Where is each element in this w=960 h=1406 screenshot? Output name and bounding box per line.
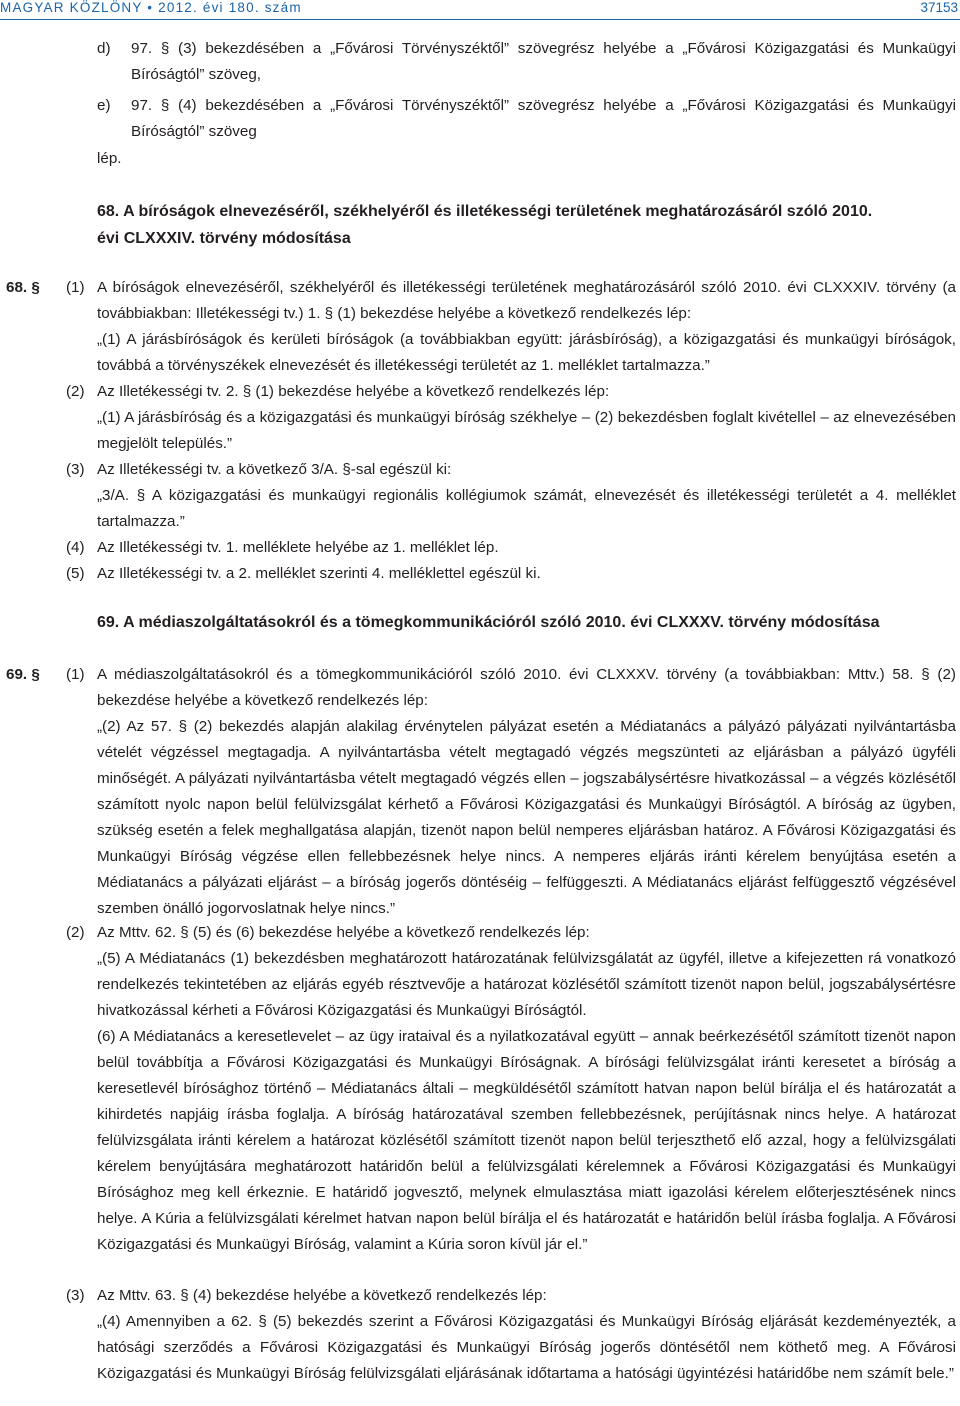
- journal-title: MAGYAR KÖZLÖNY • 2012. évi 180. szám: [0, 0, 302, 15]
- section-label-69: 69. §: [6, 666, 40, 683]
- header-rule: [0, 19, 960, 20]
- quoted-text: „(5) A Médiatanács (1) bekezdésben meghatározott határozatának felülvizsgálatát az ügyfél, illetve a kifejezetten rá vonatkozó rendelkezés tekintetében az eljárás egyéb résztvevője a határozat közlésétől számított tizenöt napon belül, jogszabálysértésre hivatkozással kérheti a Fővárosi Közigazgatási és Munkaügyi Bíróságtól.: [97, 950, 956, 1019]
- quoted-text: „(1) A járásbíróságok és kerületi bíróságok (a továbbiakban együtt: járásbíróság), a közigazgatási és munkaügyi bíróságok, továbbá a törvényszékek elnevezését és illetékességi területét az 1. melléklet tartalmazza.”: [97, 331, 956, 374]
- para-text: Az Mttv. 63. § (4) bekezdése helyébe a következő rendelkezés lép:: [97, 1287, 547, 1304]
- para-text: Az Illetékességi tv. 1. melléklete helyébe az 1. melléklet lép.: [97, 539, 499, 556]
- para-label: (1): [66, 666, 85, 683]
- para-text: A bíróságok elnevezéséről, székhelyéről és illetékességi területének meghatározásáról szóló 2010. évi CLXXXIV. törvény (a továbbiakban: Illetékességi tv.) 1. § (1) bekezdése helyébe a következő rendelkezés lép:: [97, 279, 956, 322]
- para-text: Az Illetékességi tv. 2. § (1) bekezdése helyébe a következő rendelkezés lép:: [97, 383, 610, 400]
- quoted-text: „(1) A járásbíróság és a közigazgatási és munkaügyi bíróság székhelye – (2) bekezdésben foglalt kivétellel – az elnevezésében megjelölt település.”: [97, 409, 956, 452]
- quoted-text: „(2) Az 57. § (2) bekezdés alapján alakilag érvénytelen pályázat esetén a Médiatanács a pályázó pályázati nyilvántartásba vételét végzéssel megtagadja. A nyilvántartásba vételt megtagadó végzés megszünteti az eljárásban a pályázó ügyféli minőségét. A pályázati nyilvántartásba vételt megtagadó végzés ellen – jogszabálysértésre hivatkozással – a végzés közlésétől számított nyolc napon belül felülvizsgálat kérhető a Fővárosi Közigazgatási és Munkaügyi Bíróságtól. A bíróság az ügyben, szükség esetén a felek meghallgatása alapján, tizenöt napon belül nemperes eljárásban határoz. A Fővárosi Közigazgatási és Munkaügyi Bíróság végzése ellen fellebbezésnek helye nincs. A nemperes eljárás iránti kérelem benyújtása esetén a Médiatanács a pályázati eljárást – a bíróság jogerős döntéséig – felfüggeszti. A Médiatanács eljárást felfüggesztő végzésével szemben önálló jogorvoslatnak helye nincs.”: [97, 718, 956, 917]
- para-label: (5): [66, 565, 85, 582]
- quoted-text: (6) A Médiatanács a keresetlevelet – az ügy irataival és a nyilatkozatával együtt – annak beérkezésétől számított tizenöt napon belül továbbítja a Fővárosi Közigazgatási és Munkaügyi Bíróságnak. A bírósági felülvizsgálat iránti keresetet a bíróság a keresetlevél bírósághoz történő – Médiatanács általi – megküldésétől számított hatvan napon belül bírálja el és határozatát a kihirdetés napjáig írásba foglalja. A bíróság határozatával szemben fellebbezésnek, perújításnak nincs helye. A határozat felülvizsgálata iránti kérelem a határozat közlésétől számított tizenöt napon belül terjeszthető elő azzal, hogy a felülvizsgálati kérelem benyújtására meghatározott határidőn belül a felülvizsgálati kérelemnek a Fővárosi Közigazgatási és Munkaügyi Bírósághoz meg kell érkeznie. E határidő jogvesztő, melynek elmulasztása miatt igazolási kérelem előterjesztésének nincs helye. A Kúria a felülvizsgálati kérelmet hatvan napon belül bírálja el és határozatát e határidőn belül írásba foglalja. A Fővárosi Közigazgatási és Munkaügyi Bíróság, valamint a Kúria soron kívül jár el.”: [97, 1028, 956, 1253]
- para-text: Az Mttv. 62. § (5) és (6) bekezdése helyébe a következő rendelkezés lép:: [97, 924, 590, 941]
- section-heading-68: 68. A bíróságok elnevezéséről, székhelyéről és illetékességi területének meghatározásáról szóló 2010. évi CLXXXIV. törvény módosítása: [97, 203, 873, 247]
- item-label-e: e): [97, 97, 111, 114]
- item-text-e: 97. § (4) bekezdésében a „Fővárosi Törvényszéktől” szövegrész helyébe a „Fővárosi Közigazgatási és Munkaügyi Bíróságtól” szöveg: [131, 97, 956, 140]
- para-text: Az Illetékességi tv. a következő 3/A. §-sal egészül ki:: [97, 461, 452, 478]
- para-label: (4): [66, 539, 85, 556]
- para-label: (2): [66, 924, 85, 941]
- para-label: (2): [66, 383, 85, 400]
- quoted-text: „(4) Amennyiben a 62. § (5) bekezdés szerint a Fővárosi Közigazgatási és Munkaügyi Bíróság eljárását kezdeményezték, a hatósági szerződés a Fővárosi Közigazgatási és Munkaügyi Bíróság jogerős döntésétől nem köthető meg. A Fővárosi Közigazgatási és Munkaügyi Bíróság felülvizsgálati eljárásának időtartama a hatósági ügyintézési határidőbe nem számít bele.”: [97, 1313, 956, 1382]
- lep-text: lép.: [97, 150, 122, 167]
- para-label: (3): [66, 1287, 85, 1304]
- section-heading-69: 69. A médiaszolgáltatásokról és a tömegkommunikációról szóló 2010. évi CLXXXV. törvény módosítása: [97, 614, 880, 631]
- item-label-d: d): [97, 40, 111, 57]
- page-header: [0, 0, 960, 22]
- quoted-text: „3/A. § A közigazgatási és munkaügyi regionális kollégiumok számát, elnevezését és illetékességi területét a 4. melléklet tartalmazza.”: [97, 487, 956, 530]
- para-text: Az Illetékességi tv. a 2. melléklet szerinti 4. melléklettel egészül ki.: [97, 565, 541, 582]
- para-text: A médiaszolgáltatásokról és a tömegkommunikációról szóló 2010. évi CLXXXV. törvény (a továbbiakban: Mttv.) 58. § (2) bekezdése helyébe a következő rendelkezés lép:: [97, 666, 956, 709]
- page-number: 37153: [920, 0, 958, 15]
- section-label-68: 68. §: [6, 279, 40, 296]
- para-label: (3): [66, 461, 85, 478]
- item-text-d: 97. § (3) bekezdésében a „Fővárosi Törvényszéktől” szövegrész helyébe a „Fővárosi Közigazgatási és Munkaügyi Bíróságtól” szöveg,: [131, 40, 956, 83]
- para-label: (1): [66, 279, 85, 296]
